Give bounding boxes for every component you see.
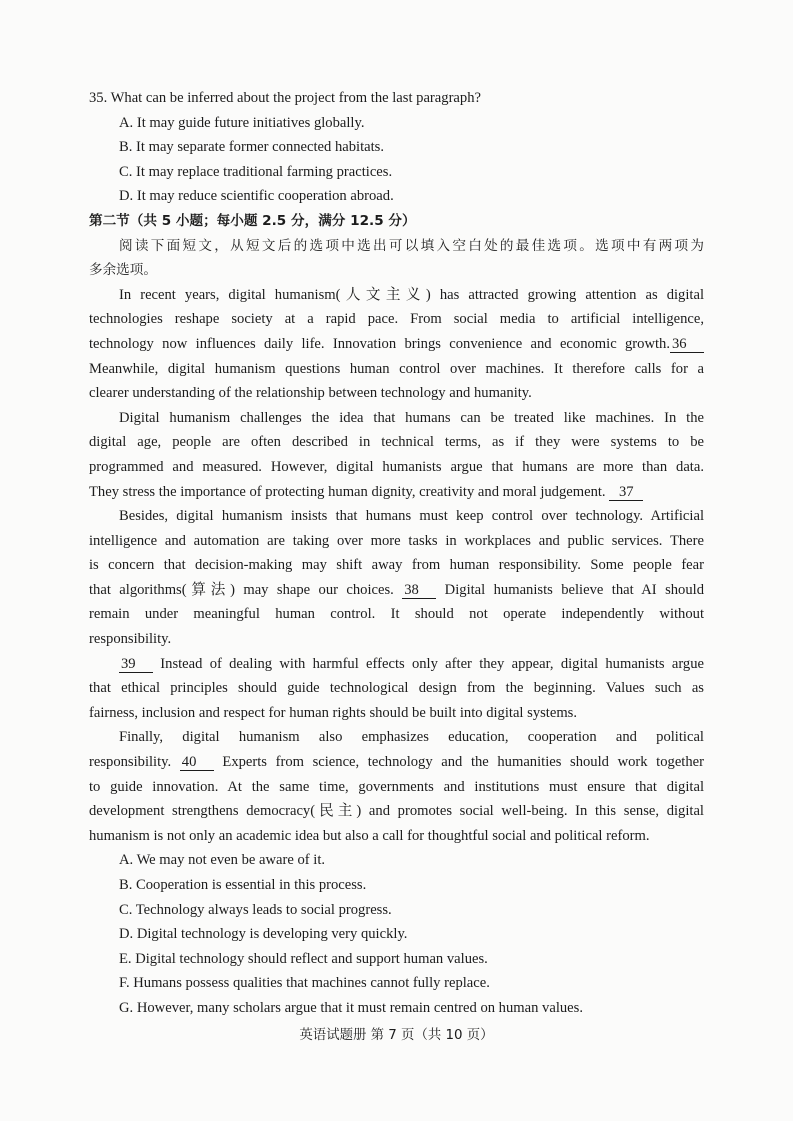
text-line: In recent years, digital humanism(人文主义) has attracted growing attention as digital [119, 286, 704, 303]
text-line: programmed and measured. However, digital humanists argue that humans are more than data. [89, 458, 704, 475]
passage-paragraph-1 [89, 283, 704, 406]
option-b: B. Cooperation is essential in this process. [119, 877, 367, 893]
passage-paragraph-2 [89, 406, 704, 504]
text-line: that ethical principles should guide technological design from the beginning. Values such as [89, 680, 704, 697]
text-line [89, 480, 704, 505]
option-c: C. Technology always leads to social progress. [119, 901, 392, 918]
option-a: A. It may guide future initiatives globally. [119, 114, 365, 131]
text-line: responsibility. [89, 631, 172, 648]
text-line: clearer understanding of the relationship between technology and humanity. [89, 385, 532, 402]
text-line: digital age, people are often described in technical terms, as if they were systems to be [89, 434, 704, 451]
text-line: is concern that decision-making may shift away from human responsibility. Some people fear [89, 557, 704, 574]
text-segment: Instead of dealing with harmful effects only after they appear, digital humanists argue [160, 655, 704, 672]
blank-38: 38 [402, 582, 436, 599]
text-line [89, 750, 704, 775]
passage-paragraph-4 [89, 652, 704, 726]
text-line: development strengthens democracy(民主) and promotes social well-being. In this sense, digital [89, 803, 704, 820]
option-g: G. However, many scholars argue that it must remain centred on human values. [119, 999, 583, 1016]
text-line: remain under meaningful human control. It should not operate independently without [89, 606, 704, 623]
question-stem: 35. What can be inferred about the project from the last paragraph? [89, 90, 481, 106]
text-line [89, 332, 704, 357]
answer-options [89, 848, 704, 1020]
text-segment: They stress the importance of protecting human dignity, creativity and moral judgement. [89, 483, 606, 500]
text-segment: responsibility. [89, 754, 172, 771]
section-heading: 第二节（共 5 小题；每小题 2.5 分，满分 12.5 分） [89, 212, 416, 229]
text-line: fairness, inclusion and respect for human rights should be built into digital systems. [89, 704, 578, 721]
option-f: F. Humans possess qualities that machines cannot fully replace. [119, 975, 490, 992]
text-line: Digital humanism challenges the idea that humans can be treated like machines. In the [119, 409, 704, 426]
passage-paragraph-5 [89, 725, 704, 848]
text-segment: technology now influences daily life. Innovation brings convenience and economic growth. [89, 335, 670, 352]
passage-paragraph-3 [89, 504, 704, 652]
option-d: D. It may reduce scientific cooperation abroad. [119, 188, 394, 205]
text-line: to guide innovation. At the same time, governments and institutions must ensure that digital [89, 778, 704, 795]
text-line: humanism is not only an academic idea but also a call for thoughtful social and political reform. [89, 827, 650, 844]
option-d: D. Digital technology is developing very quickly. [119, 926, 408, 943]
text-line: technologies reshape society at a rapid pace. From social media to artificial intelligence, [89, 311, 704, 328]
text-segment: Digital humanists believe that AI should [444, 581, 705, 598]
option-a: A. We may not even be aware of it. [119, 852, 326, 869]
text-line: Besides, digital humanism insists that humans must keep control over technology. Artificial [119, 508, 704, 525]
section-instructions-line-1: 阅读下面短文，从短文后的选项中选出可以填入空白处的最佳选项。选项中有两项为 [119, 237, 704, 254]
blank-36: 36 [670, 336, 704, 353]
option-e: E. Digital technology should reflect and support human values. [119, 950, 488, 967]
blank-39: 39 [119, 656, 153, 673]
text-line: Meanwhile, digital humanism questions human control over machines. It therefore calls for a [89, 360, 704, 377]
text-line [89, 578, 704, 603]
option-b: B. It may separate former connected habitats. [119, 139, 385, 156]
text-line: intelligence and automation are taking over more tasks in workplaces and public services. There [89, 532, 704, 549]
blank-37: 37 [609, 484, 643, 501]
text-segment: Experts from science, technology and the humanities should work together [222, 754, 704, 771]
blank-40: 40 [180, 754, 214, 771]
page-footer: 英语试题册 第 7 页（共 10 页） [299, 1028, 494, 1043]
question-35 [89, 86, 704, 209]
option-c: C. It may replace traditional farming practices. [119, 163, 393, 180]
text-line: Finally, digital humanism also emphasizes education, cooperation and political [119, 729, 704, 746]
section-instructions-line-2: 多余选项。 [89, 262, 157, 279]
text-line [89, 652, 704, 677]
text-segment: that algorithms(算法) may shape our choices. [89, 581, 394, 598]
